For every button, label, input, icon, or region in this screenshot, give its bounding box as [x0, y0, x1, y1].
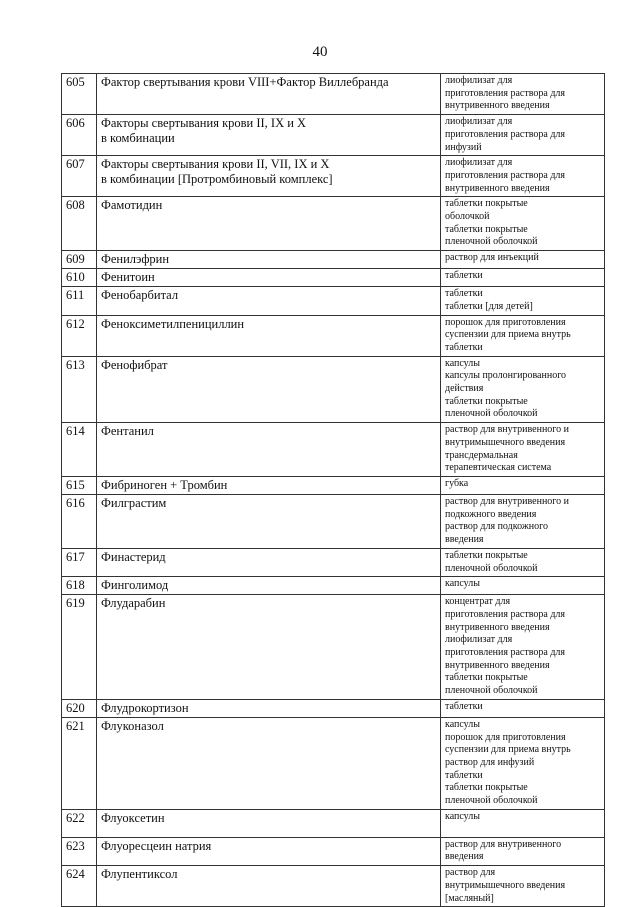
- dosage-form-cell: [441, 577, 605, 595]
- dosage-form: порошок для приготовления: [445, 731, 566, 743]
- dosage-form: таблетки покрытые: [445, 223, 528, 235]
- dosage-form: раствор для инфузий: [445, 756, 535, 768]
- row-number: 607: [62, 156, 97, 197]
- drug-name-cell: [97, 577, 441, 595]
- dosage-form-cell: [441, 269, 605, 287]
- drug-name: Фамотидин: [101, 198, 163, 213]
- dosage-form-cell: [441, 156, 605, 197]
- drug-name: в комбинации [Протромбиновый комплекс]: [101, 172, 333, 187]
- row-number: 616: [62, 494, 97, 548]
- dosage-form: внутривенного введения: [445, 621, 550, 633]
- drug-name-cell: [97, 494, 441, 548]
- dosage-form: капсулы: [445, 357, 480, 369]
- dosage-form-cell: [441, 287, 605, 315]
- drug-table: [61, 73, 605, 907]
- dosage-form-cell: [441, 866, 605, 907]
- dosage-form: лиофилизат для: [445, 634, 513, 646]
- dosage-form-cell: [441, 476, 605, 494]
- dosage-form: внутривенного введения: [445, 100, 550, 112]
- drug-name-cell: [97, 837, 441, 865]
- drug-name: Фактор свертывания крови VIII+Фактор Виллебранда: [101, 75, 389, 89]
- drug-name-cell: [97, 115, 441, 156]
- dosage-form: таблетки покрытые: [445, 395, 528, 407]
- drug-name: Фенитоин: [101, 270, 155, 285]
- dosage-form: внутримышечного введения: [445, 436, 566, 448]
- dosage-form: капсулы: [445, 718, 480, 730]
- dosage-form: приготовления раствора для: [445, 647, 565, 659]
- row-number: 611: [62, 287, 97, 315]
- dosage-form: порошок для приготовления: [445, 316, 566, 328]
- dosage-form: концентрат для: [445, 596, 511, 608]
- drug-name: Факторы свертывания крови II, IX и X: [101, 116, 307, 131]
- drug-name-cell: [97, 476, 441, 494]
- row-number: 618: [62, 577, 97, 595]
- dosage-form: лиофилизат для: [445, 75, 513, 86]
- dosage-form: таблетки: [445, 270, 483, 282]
- drug-name: Флударабин: [101, 596, 166, 611]
- dosage-form: лиофилизат для: [445, 116, 513, 128]
- dosage-form: раствор для инъекций: [445, 252, 539, 264]
- drug-name-cell: [97, 287, 441, 315]
- drug-name-cell: [97, 423, 441, 477]
- dosage-form: суспензии для приема внутрь: [445, 329, 571, 341]
- drug-name: Факторы свертывания крови II, VII, IX и X: [101, 157, 330, 172]
- dosage-form: капсулы пролонгированного: [445, 370, 567, 382]
- dosage-form: таблетки: [445, 288, 483, 300]
- row-number: 621: [62, 717, 97, 809]
- row-number: 619: [62, 595, 97, 700]
- drug-name-cell: [97, 809, 441, 837]
- dosage-form: таблетки [для детей]: [445, 300, 533, 312]
- dosage-form-cell: [441, 197, 605, 251]
- drug-name: Флуоксетин: [101, 810, 165, 825]
- row-number: 615: [62, 476, 97, 494]
- dosage-form: пленочной оболочкой: [445, 408, 538, 420]
- drug-name-cell: [97, 595, 441, 700]
- table-row: [62, 866, 605, 907]
- dosage-form: капсулы: [445, 810, 480, 822]
- drug-name: Фенобарбитал: [101, 288, 179, 303]
- row-number: 612: [62, 315, 97, 356]
- dosage-form: таблетки покрытые: [445, 198, 528, 210]
- drug-name-cell: [97, 717, 441, 809]
- dosage-form-cell: [441, 548, 605, 576]
- dosage-form: раствор для внутривенного: [445, 838, 562, 850]
- drug-name-cell: [97, 251, 441, 269]
- row-number: 623: [62, 837, 97, 865]
- drug-name-cell: [97, 197, 441, 251]
- dosage-form: введения: [445, 851, 484, 863]
- drug-name: в комбинации: [101, 131, 175, 146]
- dosage-form: раствор для подкожного: [445, 521, 548, 533]
- dosage-form: губка: [445, 477, 469, 489]
- drug-name-cell: [97, 866, 441, 907]
- dosage-form: таблетки покрытые: [445, 672, 528, 684]
- drug-name: Флуоресцеин натрия: [101, 838, 212, 853]
- drug-name: Финголимод: [101, 578, 169, 593]
- dosage-form: таблетки покрытые: [445, 782, 528, 794]
- table-row: [62, 74, 605, 115]
- row-number: 613: [62, 356, 97, 423]
- table-row: [62, 423, 605, 477]
- row-number: 622: [62, 809, 97, 837]
- table-row: [62, 356, 605, 423]
- drug-name: Филграстим: [101, 495, 167, 510]
- drug-name: Флудрокортизон: [101, 700, 189, 715]
- dosage-form-cell: [441, 315, 605, 356]
- drug-name-cell: [97, 315, 441, 356]
- drug-name: Финастерид: [101, 549, 166, 564]
- dosage-form: введения: [445, 534, 484, 546]
- table-row: [62, 494, 605, 548]
- table-row: [62, 717, 605, 809]
- dosage-form: суспензии для приема внутрь: [445, 744, 571, 756]
- dosage-form: [масляный]: [445, 892, 494, 904]
- drug-name-cell: [97, 699, 441, 717]
- dosage-form-cell: [441, 74, 605, 115]
- dosage-form-cell: [441, 115, 605, 156]
- dosage-form: действия: [445, 383, 484, 395]
- table-row: [62, 577, 605, 595]
- table-row: [62, 315, 605, 356]
- table-row: [62, 156, 605, 197]
- dosage-form: раствор для: [445, 867, 496, 879]
- dosage-form-cell: [441, 356, 605, 423]
- row-number: 614: [62, 423, 97, 477]
- dosage-form-cell: [441, 809, 605, 837]
- dosage-form: внутримышечного введения: [445, 879, 566, 891]
- row-number: 617: [62, 548, 97, 576]
- drug-name: Феноксиметилпенициллин: [101, 316, 245, 331]
- dosage-form: приготовления раствора для: [445, 87, 565, 99]
- dosage-form: пленочной оболочкой: [445, 795, 538, 807]
- drug-name-cell: [97, 156, 441, 197]
- dosage-form: таблетки: [445, 700, 483, 712]
- table-row: [62, 287, 605, 315]
- row-number: 624: [62, 866, 97, 907]
- row-number: 605: [62, 74, 97, 115]
- dosage-form: таблетки: [445, 341, 483, 353]
- drug-name: Флуконазол: [101, 718, 164, 733]
- dosage-form: инфузий: [445, 141, 482, 153]
- drug-name-cell: [97, 356, 441, 423]
- drug-name: Фенилэфрин: [101, 252, 170, 267]
- dosage-form: терапевтическая система: [445, 462, 552, 474]
- dosage-form: трансдермальная: [445, 449, 518, 461]
- dosage-form: лиофилизат для: [445, 157, 513, 169]
- dosage-form-cell: [441, 699, 605, 717]
- row-number: 620: [62, 699, 97, 717]
- table-row: [62, 548, 605, 576]
- drug-name: Фентанил: [101, 424, 154, 439]
- table-row: [62, 699, 605, 717]
- dosage-form-cell: [441, 595, 605, 700]
- drug-table-body: [62, 74, 605, 907]
- dosage-form: пленочной оболочкой: [445, 236, 538, 248]
- dosage-form: пленочной оболочкой: [445, 562, 538, 574]
- drug-name: Флупентиксол: [101, 867, 178, 882]
- table-row: [62, 809, 605, 837]
- dosage-form-cell: [441, 423, 605, 477]
- drug-name: Фенофибрат: [101, 357, 168, 372]
- dosage-form: таблетки: [445, 769, 483, 781]
- dosage-form: внутривенного введения: [445, 659, 550, 671]
- dosage-form: оболочкой: [445, 211, 490, 223]
- row-number: 610: [62, 269, 97, 287]
- table-row: [62, 595, 605, 700]
- dosage-form: пленочной оболочкой: [445, 685, 538, 697]
- dosage-form: приготовления раствора для: [445, 608, 565, 620]
- table-row: [62, 269, 605, 287]
- dosage-form: подкожного введения: [445, 508, 537, 520]
- table-row: [62, 115, 605, 156]
- dosage-form-cell: [441, 717, 605, 809]
- table-row: [62, 197, 605, 251]
- dosage-form: приготовления раствора для: [445, 169, 565, 181]
- dosage-form-cell: [441, 494, 605, 548]
- page-number: 40: [312, 44, 328, 60]
- dosage-form: раствор для внутривенного и: [445, 424, 570, 436]
- drug-name-cell: [97, 74, 441, 115]
- dosage-form-cell: [441, 837, 605, 865]
- dosage-form-cell: [441, 251, 605, 269]
- dosage-form: капсулы: [445, 578, 480, 590]
- drug-name-cell: [97, 269, 441, 287]
- row-number: 608: [62, 197, 97, 251]
- dosage-form: таблетки покрытые: [445, 549, 528, 561]
- row-number: 606: [62, 115, 97, 156]
- row-number: 609: [62, 251, 97, 269]
- drug-name-cell: [97, 548, 441, 576]
- drug-name: Фибриноген + Тромбин: [101, 477, 228, 492]
- table-row: [62, 251, 605, 269]
- dosage-form: приготовления раствора для: [445, 128, 565, 140]
- table-row: [62, 837, 605, 865]
- table-row: [62, 476, 605, 494]
- dosage-form: внутривенного введения: [445, 182, 550, 194]
- dosage-form: раствор для внутривенного и: [445, 495, 570, 507]
